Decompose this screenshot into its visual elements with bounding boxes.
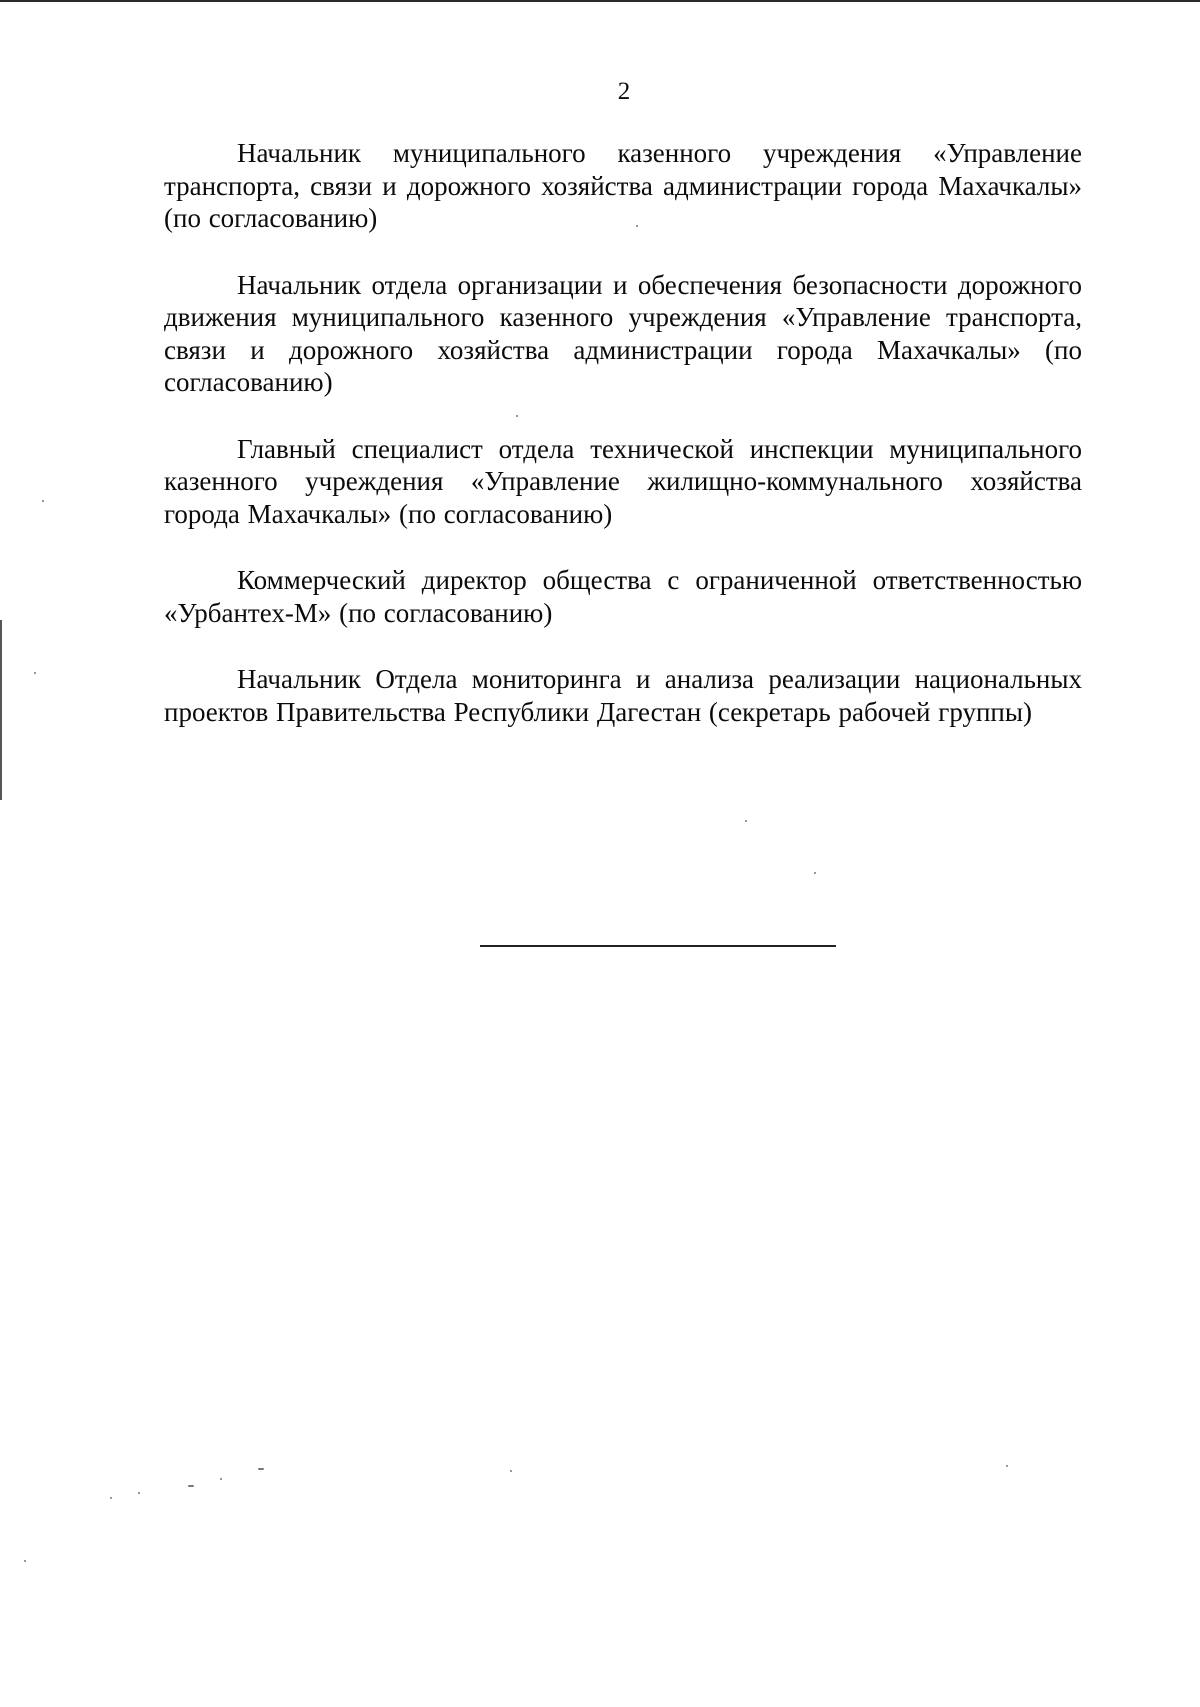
scan-speck xyxy=(1006,1465,1008,1467)
scan-top-border xyxy=(0,0,1200,2)
scan-speck xyxy=(34,672,36,674)
scan-speck xyxy=(510,1470,512,1472)
scan-speck xyxy=(138,1492,140,1494)
scan-speck xyxy=(220,1478,222,1480)
page-number: 2 xyxy=(617,78,631,105)
member-paragraph: Начальник Отдела мониторинга и анализа реализации национальных проектов Правительства Республики Дагестан (секретарь рабочей группы) xyxy=(164,664,1082,727)
scan-left-edge-mark xyxy=(0,620,2,800)
end-of-list-rule xyxy=(480,945,836,947)
member-paragraph: Коммерческий директор общества с ограниченной ответственностью «Урбантех-М» (по согласованию) xyxy=(164,565,1082,628)
scan-speck xyxy=(745,820,747,822)
scan-speck xyxy=(516,415,518,417)
scan-speck xyxy=(258,1468,264,1470)
member-paragraph: Главный специалист отдела технической инспекции муниципального казенного учреждения «Управление жилищно-коммунального хозяйства города Махачкалы» (по согласованию) xyxy=(164,433,1082,529)
scan-speck xyxy=(814,872,816,874)
member-paragraph: Начальник отдела организации и обеспечения безопасности дорожного движения муниципального казенного учреждения «Управление транспорта, связи и дорожного хозяйства администрации города Махачкалы» (по согласованию) xyxy=(164,269,1082,397)
scan-speck xyxy=(110,1497,112,1499)
scan-speck xyxy=(188,1485,194,1487)
scan-speck xyxy=(636,225,638,227)
scan-speck xyxy=(42,500,44,502)
member-list xyxy=(164,137,1082,762)
scan-speck xyxy=(24,1560,26,1562)
member-paragraph: Начальник муниципального казенного учреждения «Управление транспорта, связи и дорожного хозяйства администрации города Махачкалы» (по согласованию) xyxy=(164,138,1082,233)
